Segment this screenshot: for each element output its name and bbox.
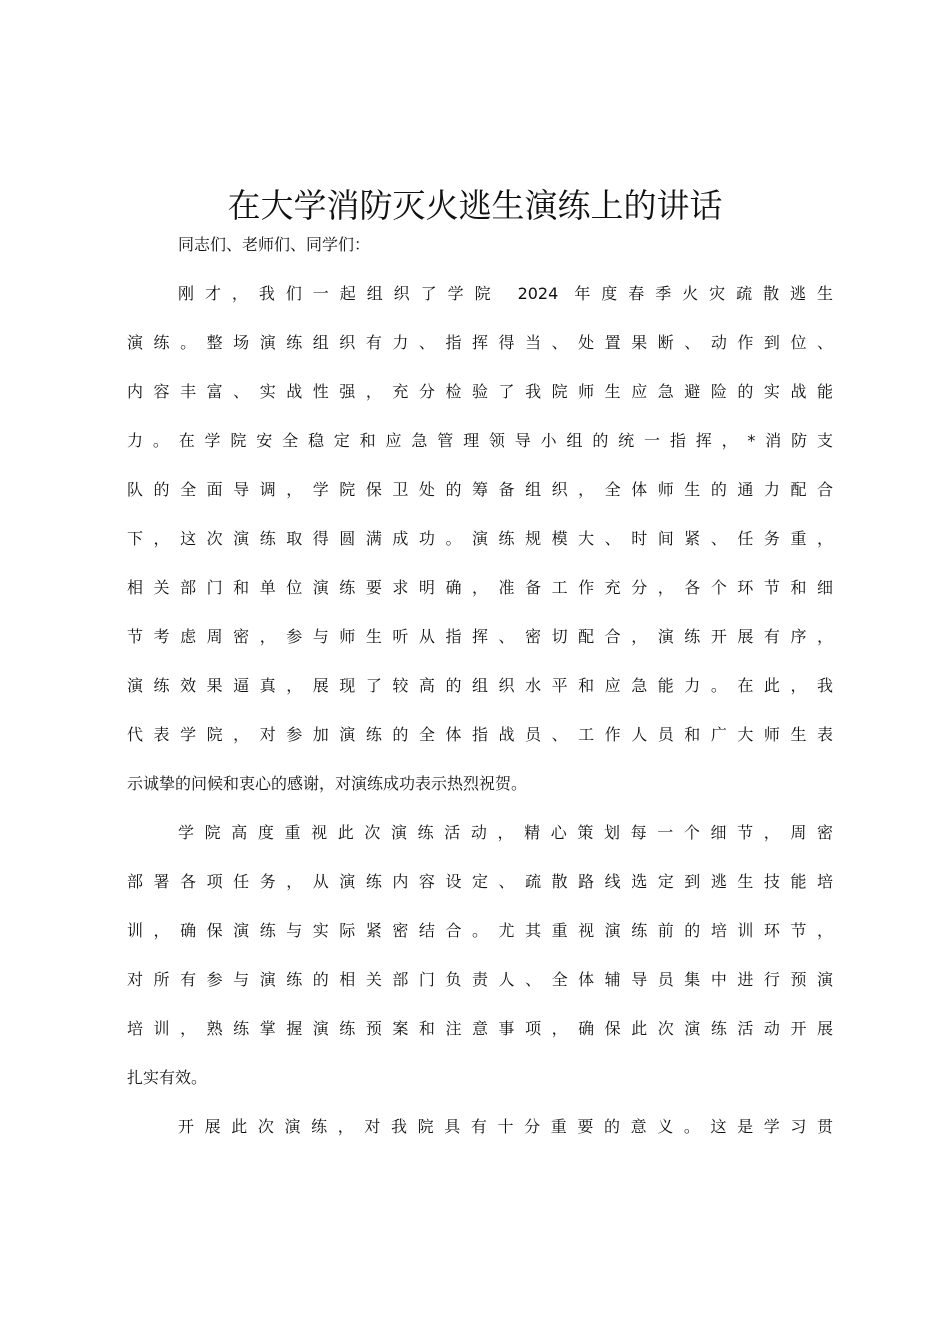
paragraph-line: 内容丰富、实战性强，充分检验了我院师生应急避险的实战能 bbox=[127, 382, 833, 401]
paragraph-line: 力。在学院安全稳定和应急管理领导小组的统一指挥，*消防支 bbox=[127, 431, 833, 450]
paragraph-line: 队的全面导调，学院保卫处的筹备组织，全体师生的通力配合 bbox=[127, 480, 833, 499]
paragraph-line: 训，确保演练与实际紧密结合。尤其重视演练前的培训环节， bbox=[127, 921, 833, 940]
paragraph-line: 下，这次演练取得圆满成功。演练规模大、时间紧、任务重， bbox=[127, 529, 833, 548]
paragraph-line: 培训，熟练掌握演练预案和注意事项，确保此次演练活动开展 bbox=[127, 1019, 833, 1038]
paragraph-line: 开展此次演练，对我院具有十分重要的意义。这是学习贯 bbox=[178, 1117, 833, 1136]
paragraph-line: 部署各项任务，从演练内容设定、疏散路线选定到逃生技能培 bbox=[127, 872, 833, 891]
paragraph-line: 节考虑周密，参与师生听从指挥、密切配合，演练开展有序， bbox=[127, 627, 833, 646]
paragraph-2 bbox=[127, 820, 833, 1114]
paragraph-line: 代表学院，对参加演练的全体指战员、工作人员和广大师生表 bbox=[127, 725, 833, 744]
paragraph-1 bbox=[127, 281, 833, 820]
paragraph-line: 学院高度重视此次演练活动，精心策划每一个细节，周密 bbox=[178, 823, 833, 842]
paragraph-line: 相关部门和单位演练要求明确，准备工作充分，各个环节和细 bbox=[127, 578, 833, 597]
paragraph-line: 演练效果逼真，展现了较高的组织水平和应急能力。在此，我 bbox=[127, 676, 833, 695]
salutation: 同志们、老师们、同学们： bbox=[178, 235, 371, 254]
paragraph-3 bbox=[127, 1114, 833, 1163]
document-title: 在大学消防灭火逃生演练上的讲话 bbox=[227, 186, 723, 225]
paragraph-line: 示诚挚的问候和衷心的感谢，对演练成功表示热烈祝贺。 bbox=[127, 774, 528, 793]
paragraph-line: 对所有参与演练的相关部门负责人、全体辅导员集中进行预演 bbox=[127, 970, 833, 989]
document-body bbox=[127, 232, 833, 1163]
paragraph-line: 扎实有效。 bbox=[127, 1068, 208, 1087]
paragraph-line: 演练。整场演练组织有力、指挥得当、处置果断、动作到位、 bbox=[127, 333, 833, 352]
paragraph-line: 刚才，我们一起组织了学院 2024 年度春季火灾疏散逃生 bbox=[178, 284, 833, 303]
